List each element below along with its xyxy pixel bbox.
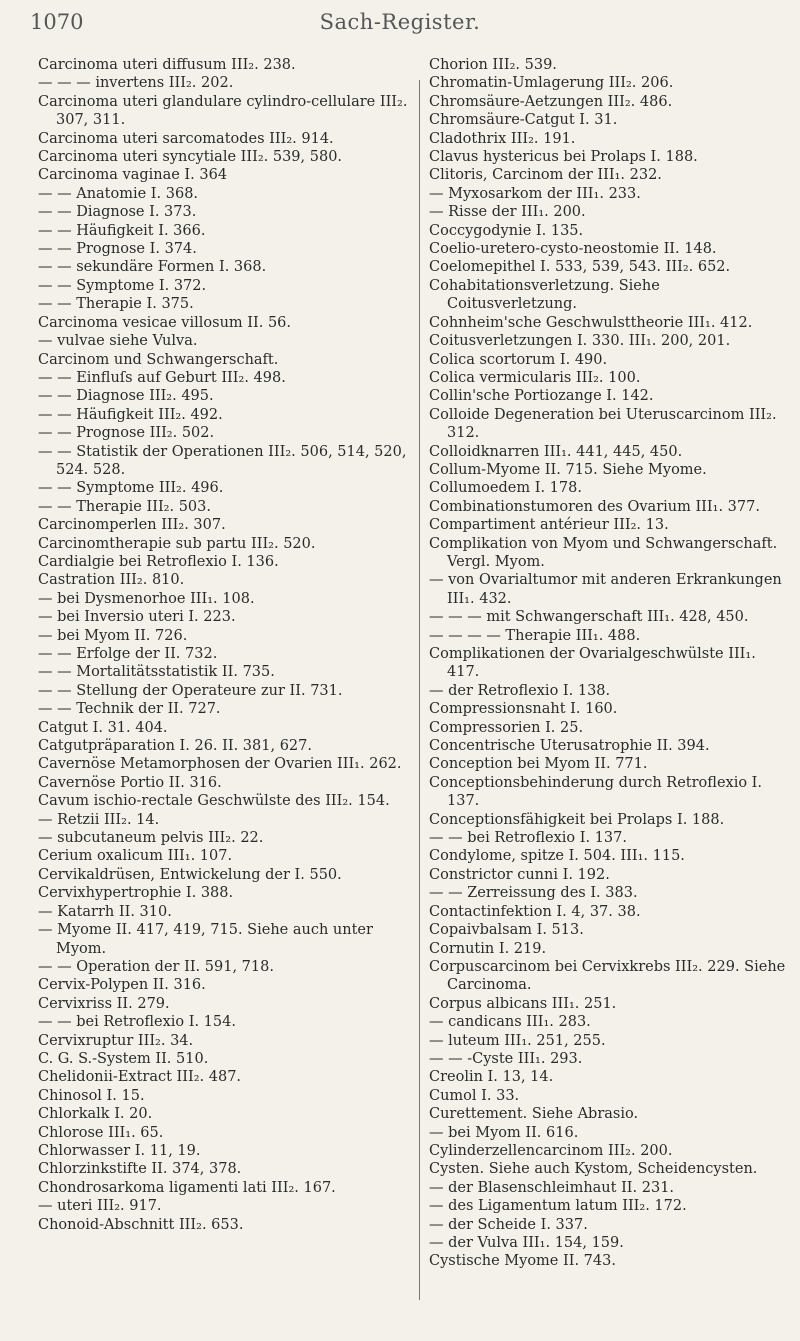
index-entry: Cavum ischio-rectale Geschwülste des III₂. 154. (38, 793, 390, 810)
index-entry: Cladothrix III₂. 191. (429, 130, 576, 147)
index-entry: — — sekundäre Formen I. 368. (38, 259, 267, 276)
index-entry: Cerium oxalicum III₁. 107. (38, 848, 233, 865)
index-entry: Clitoris, Carcinom der III₁. 232. (429, 167, 662, 184)
index-entry: Cervix-Polypen II. 316. (38, 977, 206, 994)
index-entry: — — Zerreissung des I. 383. (429, 885, 638, 902)
index-entry: Cavernöse Portio II. 316. (38, 774, 222, 791)
index-entry: Chlorose III₁. 65. (38, 1124, 164, 1141)
index-entry: Corpuscarcinom bei Cervixkrebs III₂. 229. Siehe Carcinoma. (429, 958, 786, 994)
index-entry: Chlorzinkstifte II. 374, 378. (38, 1161, 242, 1178)
index-entry: Chonoid-Abschnitt III₂. 653. (38, 1216, 244, 1233)
index-entry: — — Symptome III₂. 496. (38, 480, 224, 497)
index-entry: Chondrosarkoma ligamenti lati III₂. 167. (38, 1179, 336, 1196)
index-entry: Colloidknarren III₁. 441, 445, 450. (429, 443, 683, 460)
index-entry: Conception bei Myom II. 771. (429, 756, 648, 773)
index-entry: Chromsäure-Aetzungen III₂. 486. (429, 93, 673, 110)
index-entry: — — Technik der II. 727. (38, 701, 221, 718)
index-entry: Colica scortorum I. 490. (429, 351, 608, 368)
index-entry: — — Therapie I. 375. (38, 296, 194, 313)
index-entry: Cervixhypertrophie I. 388. (38, 885, 234, 902)
index-entry: Catgut I. 31. 404. (38, 719, 168, 736)
index-entry: Coccygodynie I. 135. (429, 222, 584, 239)
index-entry: Contactinfektion I. 4, 37. 38. (429, 903, 641, 920)
index-entry: Compartiment antérieur III₂. 13. (429, 517, 669, 534)
index-entry: — — Anatomie I. 368. (38, 185, 199, 202)
index-entry: Cysten. Siehe auch Kystom, Scheidencysten. (429, 1161, 758, 1178)
index-entry: — der Vulva III₁. 154, 159. (429, 1235, 624, 1251)
index-entry: — — Diagnose III₂. 495. (38, 388, 214, 405)
index-entry: — bei Myom II. 616. (429, 1124, 579, 1141)
index-entry: Chelidonii-Extract III₂. 487. (38, 1069, 242, 1086)
index-entry: Cervixriss II. 279. (38, 995, 170, 1012)
index-entry: Chromatin-Umlagerung III₂. 206. (429, 75, 674, 92)
index-entry: Collumoedem I. 178. (429, 480, 582, 497)
index-entry: C. G. S.-System II. 510. (38, 1050, 209, 1067)
index-entry: Cylinderzellencarcinom III₂. 200. (429, 1142, 673, 1159)
index-entry: Collin'sche Portiozange I. 142. (429, 388, 654, 405)
index-entry: — Retzii III₂. 14. (38, 811, 160, 828)
column-divider (419, 80, 420, 1300)
index-entry: Chinosol I. 15. (38, 1087, 145, 1104)
index-entry: Curettement. Siehe Abrasio. (429, 1106, 639, 1123)
index-entry: Carcinoma uteri diffusum III₂. 238. (38, 57, 296, 73)
index-entry: — candicans III₁. 283. (429, 1014, 591, 1031)
index-entry: Carcinomtherapie sub partu III₂. 520. (38, 535, 316, 552)
index-entry: — der Scheide I. 337. (429, 1216, 588, 1233)
index-entry: Cohnheim'sche Geschwulsttheorie III₁. 412. (429, 314, 753, 331)
index-entry: — — Stellung der Operateure zur II. 731. (38, 682, 343, 699)
index-entry: — Risse der III₁. 200. (429, 204, 586, 221)
index-entry: Copaivbalsam I. 513. (429, 922, 584, 939)
index-entry: Cystische Myome II. 743. (429, 1253, 616, 1270)
index-entry: — vulvae siehe Vulva. (38, 333, 198, 350)
index-entry: Chlorwasser I. 11, 19. (38, 1142, 201, 1159)
index-entry: Carcinoma uteri sarcomatodes III₂. 914. (38, 130, 334, 147)
index-entry: — — Mortalitätsstatistik II. 735. (38, 664, 275, 681)
index-entry: — uteri III₂. 917. (38, 1198, 162, 1215)
index-entry: Chromsäure-Catgut I. 31. (429, 112, 618, 129)
index-entry: — Myxosarkom der III₁. 233. (429, 185, 641, 202)
index-entry: Combinationstumoren des Ovarium III₁. 377. (429, 498, 760, 515)
index-column-left (38, 56, 408, 1234)
index-entry: — — — invertens III₂. 202. (38, 75, 234, 92)
index-entry: Concentrische Uterusatrophie II. 394. (429, 738, 710, 755)
index-entry: — — bei Retroflexio I. 154. (38, 1014, 236, 1031)
index-entry: Cornutin I. 219. (429, 940, 547, 957)
index-entry: Constrictor cunni I. 192. (429, 866, 610, 883)
index-entry: — — Therapie III₂. 503. (38, 498, 211, 515)
page-number: 1070 (30, 10, 84, 34)
index-entry: — — -Cyste III₁. 293. (429, 1050, 583, 1067)
index-entry: Coelio-uretero-cysto-neostomie II. 148. (429, 241, 717, 258)
index-entry: Carcinoma vesicae villosum II. 56. (38, 314, 292, 331)
index-entry: — — Prognose I. 374. (38, 241, 197, 258)
index-entry: Castration III₂. 810. (38, 572, 185, 589)
index-entry: Cardialgie bei Retroflexio I. 136. (38, 553, 279, 570)
index-entry: — — — mit Schwangerschaft III₁. 428, 450. (429, 609, 749, 626)
index-entry: — Katarrh II. 310. (38, 903, 172, 920)
index-entry: — — Erfolge der II. 732. (38, 646, 218, 662)
index-entry: Carcinoma vaginae I. 364 (38, 167, 228, 184)
index-entry: Carcinomperlen III₂. 307. (38, 517, 226, 534)
index-entry: Complikationen der Ovarialgeschwülste III₁. 417. (429, 646, 756, 681)
index-entry: Cervixruptur III₂. 34. (38, 1032, 194, 1049)
index-entry: — — Diagnose I. 373. (38, 204, 197, 221)
index-entry: Complikation von Myom und Schwangerschaft. Vergl. Myom. (429, 535, 778, 570)
index-entry: Cohabitationsverletzung. Siehe Coitusverletzung. (429, 277, 660, 313)
index-entry: — — — — Therapie III₁. 488. (429, 627, 641, 644)
index-entry: — des Ligamentum latum III₂. 172. (429, 1198, 687, 1215)
index-entry: — — Operation der II. 591, 718. (38, 958, 274, 975)
index-entry: Compressorien I. 25. (429, 719, 584, 736)
index-entry: — luteum III₁. 251, 255. (429, 1032, 606, 1049)
index-entry: Conceptionsfähigkeit bei Prolaps I. 188. (429, 811, 725, 828)
index-entry: — — Statistik der Operationen III₂. 506, 514, 520, 524. 528. (38, 443, 407, 478)
index-entry: Compressionsnaht I. 160. (429, 701, 618, 718)
index-entry: Carcinom und Schwangerschaft. (38, 351, 279, 368)
index-entry: Condylome, spitze I. 504. III₁. 115. (429, 848, 685, 865)
index-entry: Catgutpräparation I. 26. II. 381, 627. (38, 738, 312, 755)
index-entry: — — bei Retroflexio I. 137. (429, 830, 627, 847)
index-entry: Chlorkalk I. 20. (38, 1106, 153, 1123)
index-entry: Carcinoma uteri syncytiale III₂. 539, 580. (38, 149, 343, 166)
index-entry: — von Ovarialtumor mit anderen Erkrankungen III₁. 432. (429, 572, 782, 607)
index-entry: — — Häufigkeit I. 366. (38, 222, 206, 239)
index-entry: — bei Dysmenorhoe III₁. 108. (38, 590, 255, 607)
index-entry: Conceptionsbehinderung durch Retroflexio I. 137. (429, 774, 763, 810)
index-entry: Clavus hystericus bei Prolaps I. 188. (429, 149, 698, 166)
index-entry: Collum-Myome II. 715. Siehe Myome. (429, 461, 707, 478)
index-entry: Colica vermicularis III₂. 100. (429, 369, 641, 386)
index-entry: — — Häufigkeit III₂. 492. (38, 406, 223, 423)
index-entry: Chorion III₂. 539. (429, 57, 557, 73)
page-header (0, 8, 800, 38)
index-entry: — — Symptome I. 372. (38, 277, 207, 294)
index-entry: — — Einfluſs auf Geburt III₂. 498. (38, 369, 286, 386)
index-entry: — der Retroflexio I. 138. (429, 682, 611, 699)
index-entry: — der Blasenschleimhaut II. 231. (429, 1179, 675, 1196)
index-entry: Colloide Degeneration bei Uteruscarcinom III₂. 312. (429, 406, 777, 442)
index-entry: Coitusverletzungen I. 330. III₁. 200, 201. (429, 333, 731, 350)
index-entry: Cumol I. 33. (429, 1087, 520, 1104)
page-title: Sach-Register. (319, 10, 481, 34)
index-entry: — bei Inversio uteri I. 223. (38, 609, 236, 626)
index-entry: — — Prognose III₂. 502. (38, 425, 215, 442)
index-entry: — bei Myom II. 726. (38, 627, 188, 644)
index-entry: Coelomepithel I. 533, 539, 543. III₂. 652. (429, 259, 731, 276)
index-entry: Cervikaldrüsen, Entwickelung der I. 550. (38, 866, 342, 883)
index-entry: Creolin I. 13, 14. (429, 1069, 554, 1086)
index-entry: — Myome II. 417, 419, 715. Siehe auch unter Myom. (38, 922, 373, 957)
index-entry: — subcutaneum pelvis III₂. 22. (38, 830, 264, 847)
index-entry: Corpus albicans III₁. 251. (429, 995, 617, 1012)
index-entry: Carcinoma uteri glandulare cylindro-cellulare III₂. 307, 311. (38, 93, 408, 129)
index-column-right (429, 56, 791, 1271)
index-entry: Cavernöse Metamorphosen der Ovarien III₁. 262. (38, 756, 402, 773)
